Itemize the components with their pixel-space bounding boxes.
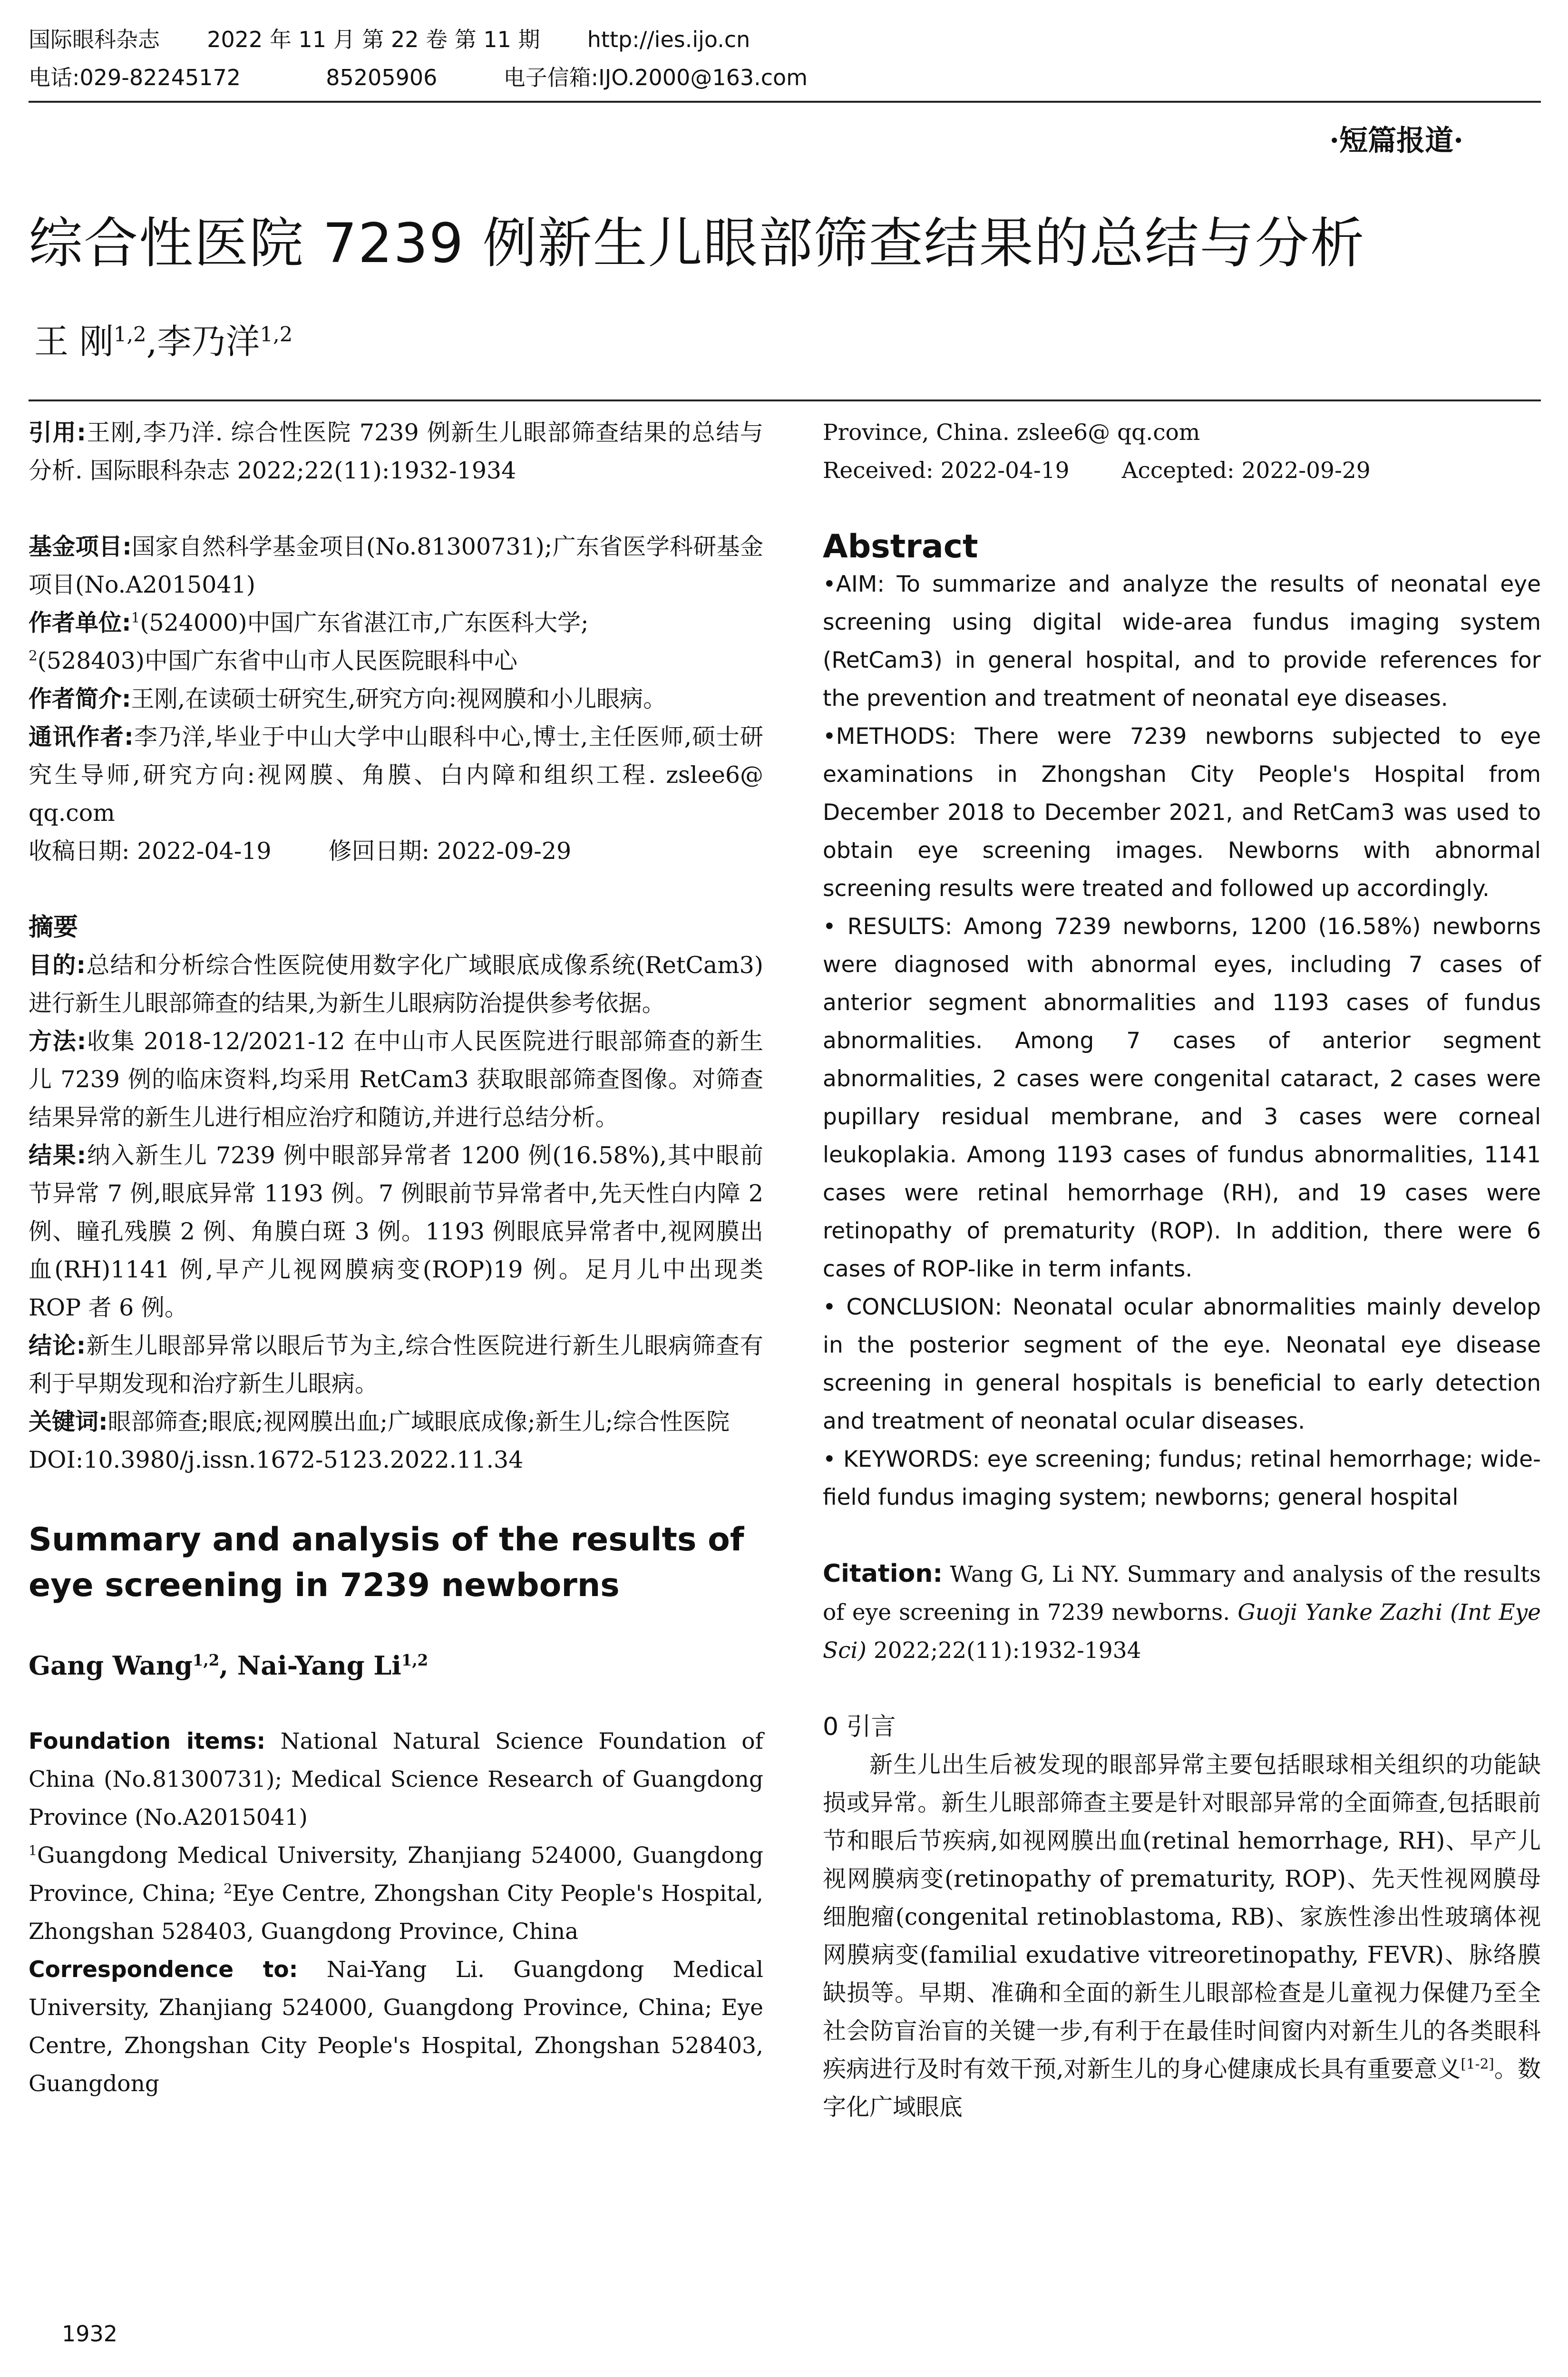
authors-cn — [34, 314, 292, 363]
obj-cn — [29, 946, 763, 1023]
intro-text: 新生儿出生后被发现的眼部异常主要包括眼球相关组织的功能缺损或异常。新生儿眼部筛查主要是针对眼部异常的全面筛查,包括眼前节和眼后节疾病,如视网膜出血(retinal hemorrhage, RH)、早产儿视网膜病变(retinopathy of prematurity, ROP)、先天性视网膜母细胞瘤(congenital retinoblastoma, RB)、家族性渗出性玻璃体视网膜病变(familial exudative vitreoretinopathy, FEVR)、脉络膜缺损等。早期、准确和全面的新生儿眼部检查是儿童视力保健乃至全社会防盲治盲的关键一步,有利于在最佳时间窗内对新生儿的各类眼科疾病进行及时有效干预,对新生儿的身心健康成长具有重要意义 — [823, 1751, 1541, 2083]
running-header — [29, 25, 750, 54]
unit1-text: (524000)中国广东省湛江市,广东医科大学; — [140, 609, 589, 636]
correspondence-en-label: Correspondence to: — [29, 1957, 298, 1983]
foundation-en-text: National Natural Science Foundation of China (No.81300731); Medical Science Research of Guangdong Province (No.A2015041) — [29, 1728, 763, 1831]
corr-cn-label: 通讯作者: — [29, 723, 134, 750]
intro-ref[interactable]: [1-2] — [1461, 2056, 1494, 2072]
author-sep: , — [146, 321, 157, 361]
received-cn: 收稿日期: 2022-04-19 — [29, 838, 272, 865]
kw-cn-text: 眼部筛查;眼底;视网膜出血;广域眼底成像;新生儿;综合性医院 — [107, 1408, 730, 1435]
kw-cn — [29, 1403, 763, 1441]
en-authors — [29, 1646, 763, 1685]
con-cn — [29, 1327, 763, 1403]
author-2-affil: 1,2 — [260, 323, 293, 347]
aff1-sup: 1 — [29, 1842, 37, 1859]
en-title: Summary and analysis of the results of eye screening in 7239 newborns — [29, 1521, 744, 1604]
keywords-en-text: eye screening; fundus; retinal hemorrhage; wide-field fundus imaging system; newborns; general hospital — [823, 1446, 1541, 1510]
dates-en — [823, 452, 1541, 490]
correspondence-en — [29, 1951, 763, 2103]
fund-cn-text: 国家自然科学基金项目(No.81300731);广东省医学科研基金项目(No.A2015041) — [29, 533, 763, 598]
header-rule — [29, 101, 1541, 103]
res-cn-text: 纳入新生儿 7239 例中眼部异常者 1200 例(16.58%),其中眼前节异常 7 例,眼底异常 1193 例。7 例眼前节异常者中,先天性白内障 2 例、瞳孔残膜 2 例、角膜白斑 3 例。1193 例眼底异常者中,视网膜出血(RH)1141 例,早产儿视网膜病变(ROP)19 例。足月儿中出现类 ROP 者 6 例。 — [29, 1142, 763, 1321]
foundation-en — [29, 1723, 763, 1837]
received-en: Received: 2022-04-19 — [823, 458, 1070, 484]
citation-en-volume: 2022;22(11):1932-1934 — [873, 1637, 1141, 1664]
intro-heading: 0 引言 — [823, 1713, 896, 1741]
results-en-text: Among 7239 newborns, 1200 (16.58%) newborns were diagnosed with abnormal eyes, including 7 cases of anterior segment abnormalities and 1193 cases of fundus abnormalities. Among 7 cases of anterior segment abnormalities, 2 cases were congenital cataract, 2 cases were pupillary residual membrane, and 3 cases were corneal leukoplakia. Among 1193 cases of fundus abnormalities, 1141 cases were retinal hemorrhage (RH), and 19 cases were retinopathy of prematurity (ROP). In addition, there were 6 cases of ROP-like in term infants. — [823, 914, 1541, 1282]
left-column — [29, 414, 763, 2103]
affiliations-en — [29, 1837, 763, 1951]
keywords-en — [823, 1441, 1541, 1517]
methods-en-text: There were 7239 newborns subjected to eye examinations in Zhongshan City People's Hospital from December 2018 to December 2021, and RetCam3 was used to obtain eye screening images. Newborns with abnormal screening results were treated and followed up accordingly. — [823, 723, 1541, 902]
fund-cn — [29, 528, 763, 604]
keywords-en-label: • KEYWORDS: — [823, 1446, 980, 1472]
unit1-sup: 1 — [131, 609, 140, 626]
citation-en-journal: Guoji Yanke Zazhi (Int Eye Sci) — [823, 1599, 1541, 1664]
unit2-sup: 2 — [29, 647, 38, 664]
accepted-en: Accepted: 2022-09-29 — [1121, 458, 1371, 484]
citation-cn-text: 王刚,李乃洋. 综合性医院 7239 例新生儿眼部筛查结果的总结与分析. 国际眼科杂志 2022;22(11):1932-1934 — [29, 419, 763, 484]
met-cn-text: 收集 2018-12/2021-12 在中山市人民医院进行眼部筛查的新生儿 7239 例的临床资料,均采用 RetCam3 获取眼部筛查图像。对筛查结果异常的新生儿进行相应治疗和随访,并进行总结分析。 — [29, 1028, 763, 1131]
journal-url[interactable]: http://ies.ijo.cn — [587, 27, 750, 52]
dates-cn — [29, 832, 763, 870]
doi[interactable]: DOI:10.3980/j.issn.1672-5123.2022.11.34 — [29, 1446, 524, 1473]
unit2-text: (528403)中国广东省中山市人民医院眼科中心 — [37, 647, 517, 674]
citation-cn-label: 引用: — [29, 419, 86, 446]
right-column — [823, 414, 1541, 2126]
unit-cn — [29, 604, 763, 680]
revised-cn: 修回日期: 2022-09-29 — [328, 838, 572, 865]
issue-info: 2022 年 11 月 第 22 卷 第 11 期 — [207, 27, 540, 52]
bio-cn-label: 作者简介: — [29, 685, 131, 712]
conclusion-en — [823, 1288, 1541, 1441]
en-author-2: Nai-Yang Li — [237, 1650, 401, 1681]
correspondence-en-cont: Province, China. zslee6@ qq.com — [823, 419, 1200, 446]
aff2-sup: 2 — [224, 1880, 233, 1897]
abstract-en-heading: Abstract — [823, 528, 978, 565]
methods-en — [823, 718, 1541, 908]
author-1-affil: 1,2 — [113, 323, 146, 347]
correspondence-en-text: Nai-Yang Li. Guangdong Medical University, Zhanjiang 524000, Guangdong Province, China; Eye Centre, Zhongshan City People's Hospital, Zhongshan 528403, Guangdong — [29, 1957, 763, 2097]
conclusion-en-label: • CONCLUSION: — [823, 1294, 1003, 1320]
citation-cn — [29, 414, 763, 490]
bio-cn — [29, 680, 763, 718]
en-author-2-affil: 1,2 — [401, 1651, 429, 1669]
contact-header — [29, 63, 808, 92]
section-tag: ·短篇报道· — [1329, 124, 1463, 157]
conclusion-en-text: Neonatal ocular abnormalities mainly develop in the posterior segment of the eye. Neonatal eye disease screening in general hospitals is beneficial to early detection and treatment of neonatal ocular diseases. — [823, 1294, 1541, 1434]
kw-cn-label: 关键词: — [29, 1408, 108, 1435]
phone: 电话:029-82245172 — [29, 65, 241, 90]
title-rule — [29, 399, 1541, 401]
article-title: 综合性医院 7239 例新生儿眼部筛查结果的总结与分析 — [29, 212, 1365, 275]
obj-cn-text: 总结和分析综合性医院使用数字化广域眼底成像系统(RetCam3)进行新生儿眼部筛查的结果,为新生儿眼病防治提供参考依据。 — [29, 952, 763, 1017]
con-cn-label: 结论: — [29, 1332, 86, 1359]
aff2-text: Eye Centre, Zhongshan City People's Hospital, Zhongshan 528403, Guangdong Province, China — [29, 1880, 763, 1945]
aim-en-label: •AIM: — [823, 571, 885, 597]
en-author-1-affil: 1,2 — [192, 1651, 220, 1669]
abstract-cn-heading: 摘要 — [29, 913, 78, 942]
journal-name: 国际眼科杂志 — [29, 27, 160, 52]
corr-cn — [29, 718, 763, 832]
con-cn-text: 新生儿眼部异常以眼后节为主,综合性医院进行新生儿眼病筛查有利于早期发现和治疗新生儿眼病。 — [29, 1332, 763, 1397]
unit-cn-label: 作者单位: — [29, 609, 131, 636]
met-cn — [29, 1023, 763, 1137]
author-2: 李乃洋 — [157, 321, 260, 361]
intro-paragraph — [823, 1746, 1541, 2126]
res-cn — [29, 1137, 763, 1327]
citation-en-text: Wang G, Li NY. Summary and analysis of the results of eye screening in 7239 newborns. — [823, 1561, 1541, 1626]
corr-cn-text: 李乃洋,毕业于中山大学中山眼科中心,博士,主任医师,硕士研究生导师,研究方向:视网膜、角膜、白内障和组织工程. zslee6@ qq.com — [29, 723, 763, 827]
intro-tail: 。数字化广域眼底 — [823, 2056, 1541, 2121]
en-author-sep: , — [219, 1650, 237, 1681]
results-en-label: • RESULTS: — [823, 914, 953, 940]
met-cn-label: 方法: — [29, 1028, 87, 1055]
aim-en-text: To summarize and analyze the results of neonatal eye screening using digital wide-area fundus imaging system (RetCam3) in general hospital, and to provide references for the prevention and treatment of neonatal eye diseases. — [823, 571, 1541, 711]
foundation-en-label: Foundation items: — [29, 1728, 266, 1754]
en-author-1: Gang Wang — [29, 1650, 193, 1681]
author-1: 王 刚 — [34, 321, 114, 361]
bio-cn-text: 王刚,在读硕士研究生,研究方向:视网膜和小儿眼病。 — [131, 685, 667, 712]
phone2: 85205906 — [326, 65, 438, 90]
methods-en-label: •METHODS: — [823, 723, 956, 750]
results-en — [823, 908, 1541, 1288]
citation-en — [823, 1555, 1541, 1670]
journal-email[interactable]: 电子信箱:IJO.2000@163.com — [503, 65, 808, 90]
res-cn-label: 结果: — [29, 1142, 87, 1169]
citation-en-label: Citation: — [823, 1559, 943, 1588]
obj-cn-label: 目的: — [29, 952, 86, 979]
aff1-text: Guangdong Medical University, Zhanjiang 524000, Guangdong Province, China; — [29, 1842, 763, 1907]
page-number: 1932 — [62, 2321, 118, 2347]
aim-en — [823, 565, 1541, 718]
fund-cn-label: 基金项目: — [29, 533, 132, 560]
